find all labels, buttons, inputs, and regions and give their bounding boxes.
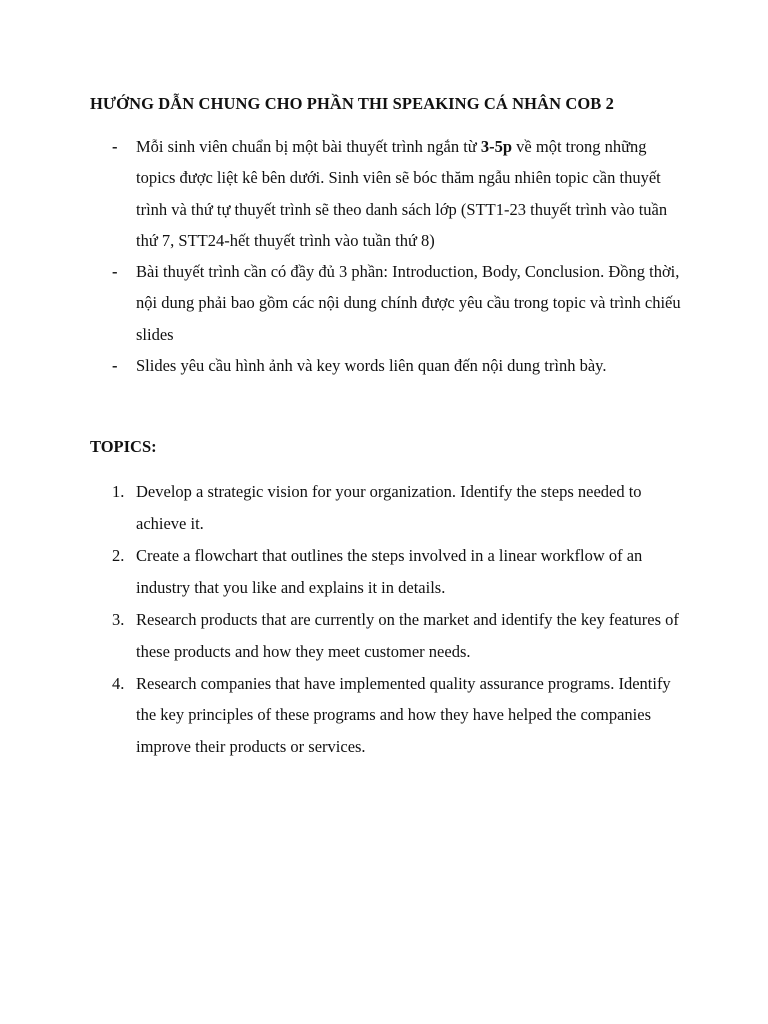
- bullet-dash: -: [112, 356, 118, 376]
- topic-text: Create a flowchart that outlines the steps involved in a linear workflow of an industry that you like and explains it in details.: [136, 545, 643, 597]
- duration-bold: 3-5p: [480, 137, 513, 156]
- topics-heading: TOPICS:: [90, 437, 157, 456]
- topic-number: 1.: [112, 482, 125, 501]
- guideline-item: [90, 256, 690, 350]
- guidelines-list: [90, 131, 690, 381]
- guideline-text: Mỗi sinh viên chuẩn bị một bài thuyết trình ngắn từ: [136, 137, 481, 156]
- topic-number: 4.: [112, 673, 125, 693]
- topic-number: 3.: [112, 609, 125, 629]
- bullet-dash: -: [112, 262, 118, 282]
- topic-item: [90, 540, 690, 603]
- guideline-text: Bài thuyết trình cần có đầy đủ 3 phần: Introduction, Body, Conclusion. Đồng thời, nội dung phải bao gồm các nội dung chính được yêu cầu trong topic và trình chiếu slides: [136, 262, 681, 344]
- topic-item: [90, 476, 690, 539]
- topic-text: Develop a strategic vision for your organization. Identify the steps needed to achieve it.: [136, 482, 642, 533]
- guideline-item: [90, 131, 690, 256]
- topics-list: [90, 476, 690, 763]
- guideline-text: Slides yêu cầu hình ảnh và key words liên quan đến nội dung trình bày.: [136, 356, 607, 376]
- topic-text: Research products that are currently on the market and identify the key features of these products and how they meet customer needs.: [136, 609, 679, 661]
- topic-number: 2.: [112, 545, 125, 565]
- topic-item: [90, 668, 690, 763]
- topic-text: Research companies that have implemented quality assurance programs. Identify the key principles of these programs and how they have helped the companies improve their products or services.: [136, 673, 671, 757]
- topic-item: [90, 604, 690, 667]
- guideline-item: [90, 350, 690, 381]
- bullet-dash: -: [112, 137, 118, 156]
- guideline-text-cont: về một trong những topics được liệt kê bên dưới. Sinh viên sẽ bóc thăm ngẫu nhiên topic cần thuyết trình và thứ tự thuyết trình sẽ theo danh sách lớp (STT1-23 thuyết trình vào tuần thứ 7, STT24-hết thuyết trình vào tuần thứ 8): [136, 137, 668, 250]
- document-title: HƯỚNG DẪN CHUNG CHO PHẦN THI SPEAKING CÁ NHÂN COB 2: [90, 94, 614, 113]
